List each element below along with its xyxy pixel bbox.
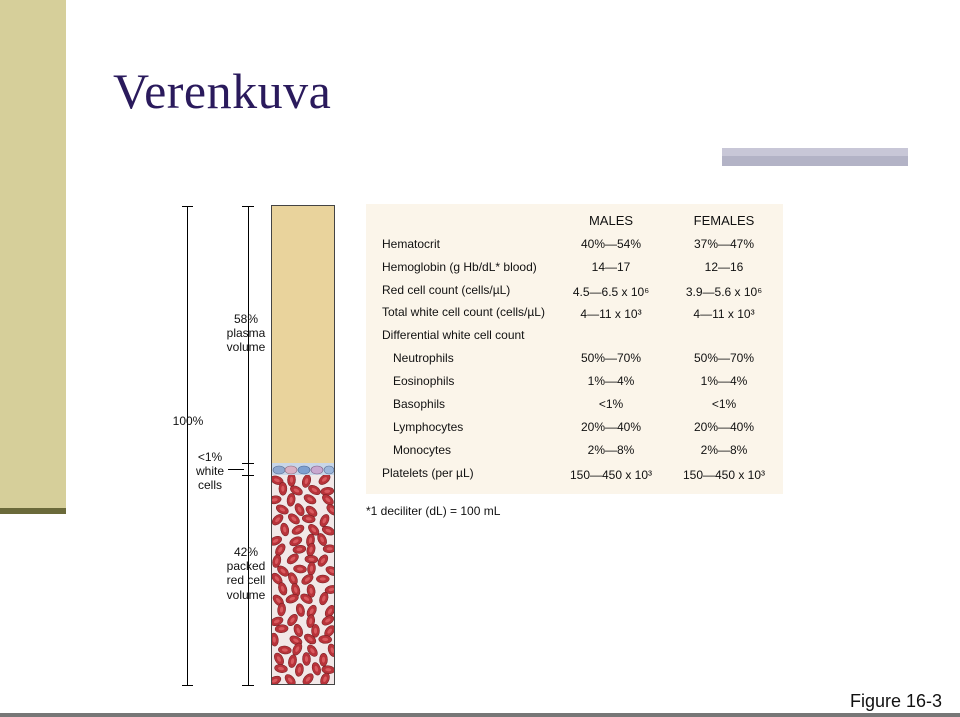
- row-label: Monocytes: [393, 443, 452, 457]
- ruler-total-top-cap: [182, 206, 193, 207]
- footnote: *1 deciliter (dL) = 100 mL: [366, 504, 501, 518]
- blood-values-table: [366, 204, 783, 494]
- ruler-cap-top: [242, 206, 254, 207]
- plasma-label-1: plasma: [226, 326, 266, 340]
- row-label: Hemoglobin (g Hb/dL* blood): [382, 260, 537, 274]
- row-label: Lymphocytes: [393, 420, 464, 434]
- row-females: 20%—40%: [693, 420, 755, 434]
- row-males: 2%—8%: [587, 443, 635, 457]
- blood-tube: [271, 205, 335, 685]
- ruler-total-bottom-cap: [182, 685, 193, 686]
- rbc-label-1: packed: [226, 559, 266, 573]
- ruler-cap-bottom: [242, 685, 254, 686]
- slide-title: Verenkuva: [113, 63, 332, 119]
- row-males: 20%—40%: [580, 420, 642, 434]
- ruler-cap-white: [242, 475, 254, 476]
- row-females: 4—11 x 10³: [693, 307, 755, 321]
- row-males: 150—450 x 10³: [569, 468, 653, 482]
- tube-outline: [271, 205, 335, 685]
- ruler-cap-plasma: [242, 463, 254, 464]
- white-label-2: cells: [197, 478, 222, 492]
- row-males: 4.5—6.5 x 10⁶: [572, 285, 650, 299]
- row-males: 4—11 x 10³: [580, 307, 642, 321]
- bottom-rule: [0, 713, 960, 717]
- total-percent-label: 100%: [172, 414, 204, 428]
- row-label: Neutrophils: [393, 351, 454, 365]
- row-females: 150—450 x 10³: [682, 468, 766, 482]
- row-label: Platelets (per µL): [382, 466, 474, 480]
- header-females: FEMALES: [693, 213, 755, 228]
- row-females: 3.9—5.6 x 10⁶: [685, 285, 763, 299]
- plasma-label-2: volume: [226, 340, 266, 354]
- row-females: 37%—47%: [693, 237, 755, 251]
- row-males: 1%—4%: [587, 374, 635, 388]
- header-males: MALES: [588, 213, 634, 228]
- row-label: Eosinophils: [393, 374, 455, 388]
- left-decor-band: [0, 0, 66, 508]
- row-females: 50%—70%: [693, 351, 755, 365]
- row-label: Hematocrit: [382, 237, 441, 251]
- row-females: 12—16: [704, 260, 744, 274]
- row-males: 14—17: [591, 260, 631, 274]
- ruler-sections-vertical: [248, 207, 249, 685]
- row-males: <1%: [598, 397, 624, 411]
- row-males: 40%—54%: [580, 237, 642, 251]
- row-females: <1%: [711, 397, 737, 411]
- rbc-label-2: red cell: [226, 573, 266, 587]
- row-females: 1%—4%: [700, 374, 748, 388]
- ruler-total-vertical: [187, 207, 188, 685]
- row-females: 2%—8%: [700, 443, 748, 457]
- white-label-1: white: [195, 464, 224, 478]
- rbc-label-3: volume: [226, 588, 266, 602]
- rbc-percent-label: 42%: [233, 545, 259, 559]
- row-label: Red cell count (cells/µL): [382, 283, 511, 297]
- row-label: Basophils: [393, 397, 446, 411]
- row-label: Total white cell count (cells/µL): [382, 305, 545, 319]
- row-males: 50%—70%: [580, 351, 642, 365]
- left-decor-line: [0, 508, 66, 514]
- figure-label: Figure 16-3: [850, 691, 943, 711]
- row-label: Differential white cell count: [382, 328, 525, 342]
- plasma-percent-label: 58%: [233, 312, 259, 326]
- decor-bar-bottom: [722, 156, 908, 166]
- white-percent-label: <1%: [197, 450, 223, 464]
- decor-bar-top: [722, 148, 908, 156]
